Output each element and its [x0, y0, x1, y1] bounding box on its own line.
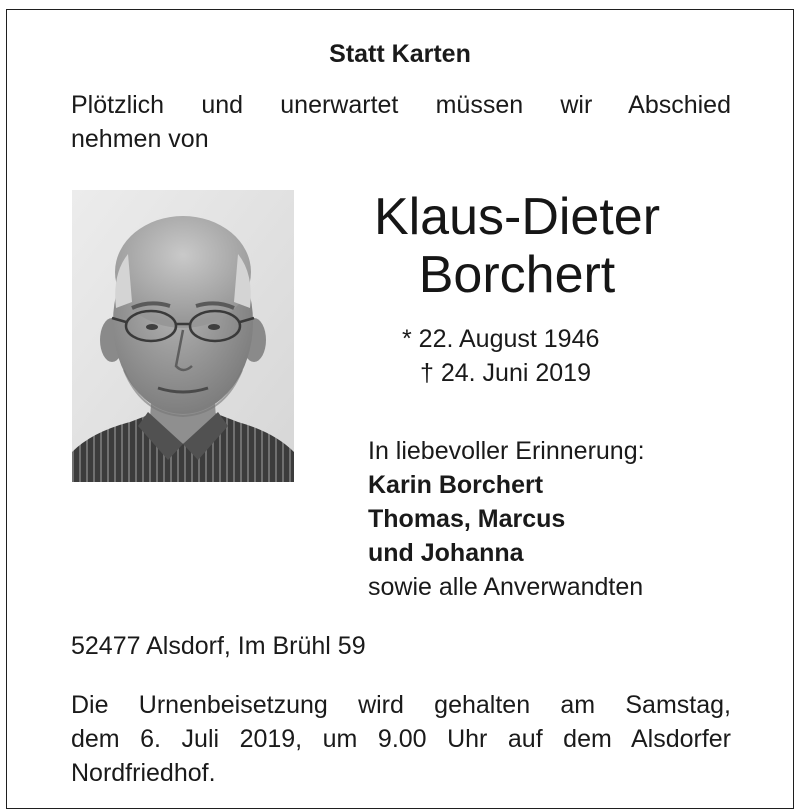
deceased-name [327, 188, 707, 304]
burial-line-1: Die Urnenbeisetzung wird gehalten am Samstag, [71, 691, 731, 719]
life-dates [402, 322, 599, 390]
deceased-last-name: Borchert [418, 246, 616, 304]
burial-info [71, 688, 731, 790]
intro-line-2: nehmen von [71, 125, 209, 153]
burial-line-2: dem 6. Juli 2019, um 9.00 Uhr auf dem Alsdorfer [71, 725, 731, 753]
family-name: Thomas, Marcus [368, 505, 566, 533]
address: 52477 Alsdorf, Im Brühl 59 [71, 632, 366, 660]
family-signature [368, 434, 645, 604]
death-notice [6, 9, 794, 809]
portrait-photo [72, 190, 294, 482]
intro-line-1: Plötzlich und unerwartet müssen wir Abschied [71, 91, 731, 119]
birth-date: * 22. August 1946 [402, 325, 600, 353]
family-relatives: sowie alle Anverwandten [368, 573, 644, 601]
family-name: und Johanna [368, 539, 524, 567]
notice-heading: Statt Karten [329, 40, 471, 68]
death-date: † 24. Juni 2019 [420, 359, 591, 387]
burial-line-3: Nordfriedhof. [71, 759, 216, 787]
deceased-first-name: Klaus-Dieter [373, 188, 661, 246]
family-name: Karin Borchert [368, 471, 544, 499]
intro-text [71, 88, 731, 156]
family-intro: In liebevoller Erinnerung: [368, 437, 645, 465]
